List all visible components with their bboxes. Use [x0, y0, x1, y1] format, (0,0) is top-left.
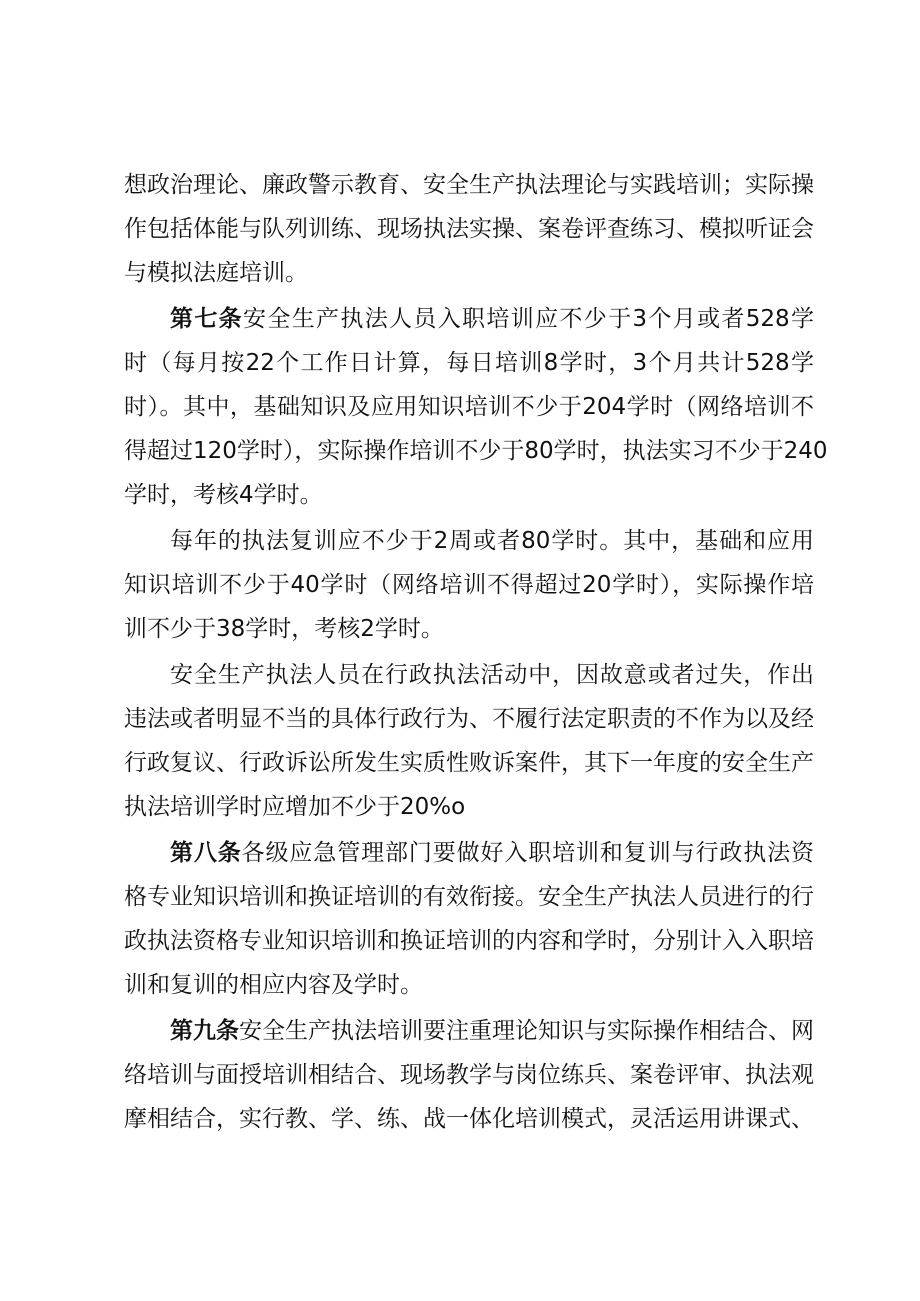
- article-8-first-line: [170, 838, 814, 868]
- text-line: 作包括体能与队列训练、现场执法实操、案卷评查练习、模拟听证会: [124, 216, 814, 242]
- text-line: 政执法资格专业知识培训和换证培训的内容和学时，分别计入入职培: [124, 928, 814, 954]
- text-line: 安全生产执法人员入职培训应不少于3个月或者528学: [243, 306, 814, 332]
- text-line: 安全生产执法人员在行政执法活动中，因故意或者过失，作出: [170, 662, 814, 688]
- text-line: 安全生产执法培训要注重理论知识与实际操作相结合、网: [239, 1018, 814, 1044]
- text-line: 时）。其中，基础知识及应用知识培训不少于204学时（网络培训不: [124, 394, 814, 420]
- text-line: 络培训与面授培训相结合、现场教学与岗位练兵、案卷评审、执法观: [124, 1062, 814, 1088]
- text-line: 各级应急管理部门要做好入职培训和复训与行政执法资: [241, 840, 815, 866]
- article-7-heading: 第七条: [170, 306, 244, 332]
- text-line: 每年的执法复训应不少于2周或者80学时。其中，基础和应用: [170, 528, 814, 554]
- text-line: 行政复议、行政诉讼所发生实质性败诉案件，其下一年度的安全生产: [124, 750, 814, 776]
- article-7-first-line: [170, 304, 814, 334]
- text-line: 执法培训学时应增加不少于20%o: [124, 794, 466, 820]
- text-line: 时（每月按22个工作日计算，每日培训8学时，3个月共计528学: [124, 350, 814, 376]
- text-line: 摩相结合，实行教、学、练、战一体化培训模式，灵活运用讲课式、: [124, 1106, 814, 1132]
- article-8-heading: 第八条: [170, 840, 242, 866]
- text-line: 违法或者明显不当的具体行政行为、不履行法定职责的不作为以及经: [124, 706, 814, 732]
- text-line: 格专业知识培训和换证培训的有效衔接。安全生产执法人员进行的行: [124, 884, 814, 910]
- text-line: 知识培训不少于40学时（网络培训不得超过20学时），实际操作培: [124, 572, 814, 598]
- article-9-heading: 第九条: [170, 1018, 239, 1044]
- text-line: 想政治理论、廉政警示教育、安全生产执法理论与实践培训；实际操: [124, 172, 814, 198]
- text-line: 训和复训的相应内容及学时。: [124, 972, 423, 998]
- article-9-first-line: [170, 1016, 814, 1046]
- text-line: 学时，考核4学时。: [124, 482, 323, 508]
- text-line: 训不少于38学时，考核2学时。: [124, 616, 444, 642]
- text-line: 与模拟法庭培训。: [124, 260, 308, 286]
- text-line: 得超过120学时），实际操作培训不少于80学时，执法实习不少于240: [124, 438, 828, 464]
